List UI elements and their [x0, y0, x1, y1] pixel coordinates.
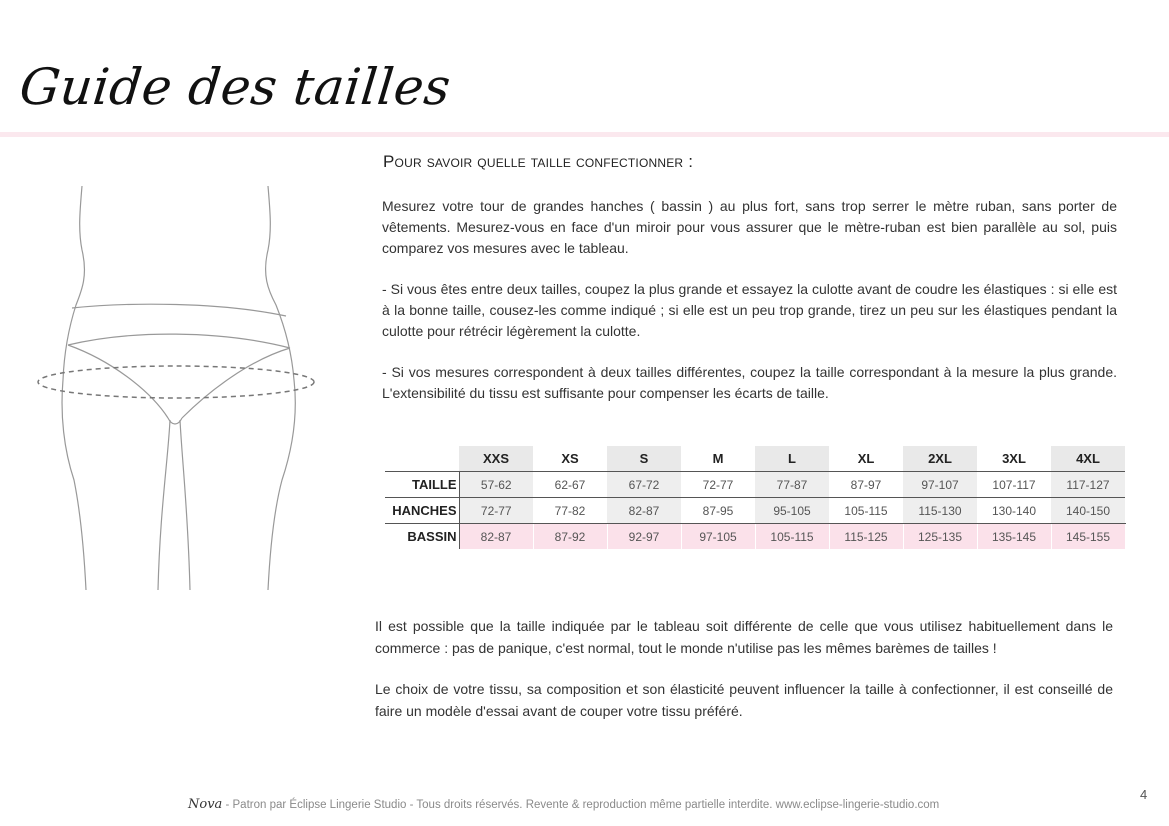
- table-cell: 82-87: [459, 524, 533, 550]
- table-cell: 115-130: [903, 498, 977, 524]
- size-difference-note: Il est possible que la taille indiquée par le tableau soit différente de celle que vous utilisez habituellement dans le commerce : pas de panique, c'est normal, tout le monde n'utilise pas les mêmes barèmes de tailles !: [375, 618, 1113, 656]
- table-cell: 72-77: [681, 472, 755, 498]
- table-row-bassin: [385, 524, 1125, 550]
- table-cell: 130-140: [977, 498, 1051, 524]
- size-col-header: 2XL: [903, 446, 977, 472]
- row-label: HANCHES: [385, 498, 459, 524]
- table-cell: 97-105: [681, 524, 755, 550]
- waistband-top: [72, 304, 286, 316]
- size-col-header: 4XL: [1051, 446, 1125, 472]
- size-col-header: S: [607, 446, 681, 472]
- size-col-header: XL: [829, 446, 903, 472]
- body-measurement-illustration: [30, 180, 330, 600]
- inner-leg-left: [158, 420, 170, 590]
- title-divider: [0, 132, 1169, 137]
- intro-paragraph: Mesurez votre tour de grandes hanches ( bassin ) au plus fort, sans trop serrer le mètre ruban, sans porter de vêtements. Mesurez-vous en face d'un miroir pour vous assurer que le mètre-ruban est bien parallèle au sol, puis comparez vos mesures avec le tableau.: [382, 198, 1117, 256]
- size-chart-table: [385, 446, 1126, 549]
- fabric-choice-note: Le choix de votre tissu, sa composition et son élasticité peuvent influencer la taille à confectionner, il est conseillé de faire un modèle d'essai avant de couper votre tissu préféré.: [375, 681, 1113, 719]
- size-col-header: 3XL: [977, 446, 1051, 472]
- table-cell: 107-117: [977, 472, 1051, 498]
- table-cell: 77-82: [533, 498, 607, 524]
- table-row-hanches: [385, 498, 1125, 524]
- size-table-header-row: [385, 446, 1125, 472]
- table-cell: 82-87: [607, 498, 681, 524]
- page-title: Guide des tailles: [16, 58, 454, 116]
- table-cell: 77-87: [755, 472, 829, 498]
- table-cell: 92-97: [607, 524, 681, 550]
- table-cell: 87-97: [829, 472, 903, 498]
- table-cell: 95-105: [755, 498, 829, 524]
- table-cell: 125-135: [903, 524, 977, 550]
- table-cell: 135-145: [977, 524, 1051, 550]
- table-cell: 57-62: [459, 472, 533, 498]
- table-cell: 87-95: [681, 498, 755, 524]
- footer-text: - Patron par Éclipse Lingerie Studio - Tous droits réservés. Revente & reproduction même partielle interdite. www.eclipse-lingerie-studio.com: [222, 799, 940, 811]
- different-sizes-paragraph: - Si vos mesures correspondent à deux tailles différentes, coupez la taille correspondant à la mesure la plus grande. L'extensibilité du tissu est suffisante pour compenser les écarts de taille.: [382, 364, 1117, 401]
- table-cell: 87-92: [533, 524, 607, 550]
- leg-opening-right: [182, 348, 290, 418]
- table-corner: [385, 446, 459, 472]
- body-outline-left: [62, 186, 86, 590]
- table-cell: 145-155: [1051, 524, 1125, 550]
- table-cell: 72-77: [459, 498, 533, 524]
- table-cell: 105-115: [755, 524, 829, 550]
- row-label: TAILLE: [385, 472, 459, 498]
- footer-brand: Nova: [188, 797, 223, 812]
- footer: [188, 797, 939, 812]
- waistband-bottom: [68, 334, 290, 348]
- hip-measurement-line: [38, 366, 314, 398]
- size-col-header: XXS: [459, 446, 533, 472]
- table-cell: 97-107: [903, 472, 977, 498]
- size-col-header: L: [755, 446, 829, 472]
- table-cell: 117-127: [1051, 472, 1125, 498]
- page-number: 4: [1140, 787, 1148, 802]
- table-cell: 105-115: [829, 498, 903, 524]
- table-cell: 140-150: [1051, 498, 1125, 524]
- table-cell: 67-72: [607, 472, 681, 498]
- table-cell: 115-125: [829, 524, 903, 550]
- table-cell: 62-67: [533, 472, 607, 498]
- leg-opening-left: [68, 345, 168, 418]
- size-col-header: M: [681, 446, 755, 472]
- table-row-taille: [385, 472, 1125, 498]
- row-label: BASSIN: [385, 524, 459, 550]
- body-outline-right: [266, 186, 296, 590]
- size-col-header: XS: [533, 446, 607, 472]
- inner-leg-right: [180, 420, 190, 590]
- between-sizes-paragraph: - Si vous êtes entre deux tailles, coupez la plus grande et essayez la culotte avant de coudre les élastiques : si elle est à la bonne taille, cousez-les comme indiqué ; si elle est un peu trop grande, tirez un peu sur les élastiques pendant la culotte pour rétrécir légèrement la culotte.: [382, 281, 1117, 339]
- section-heading: Pour savoir quelle taille confectionner :: [383, 152, 694, 171]
